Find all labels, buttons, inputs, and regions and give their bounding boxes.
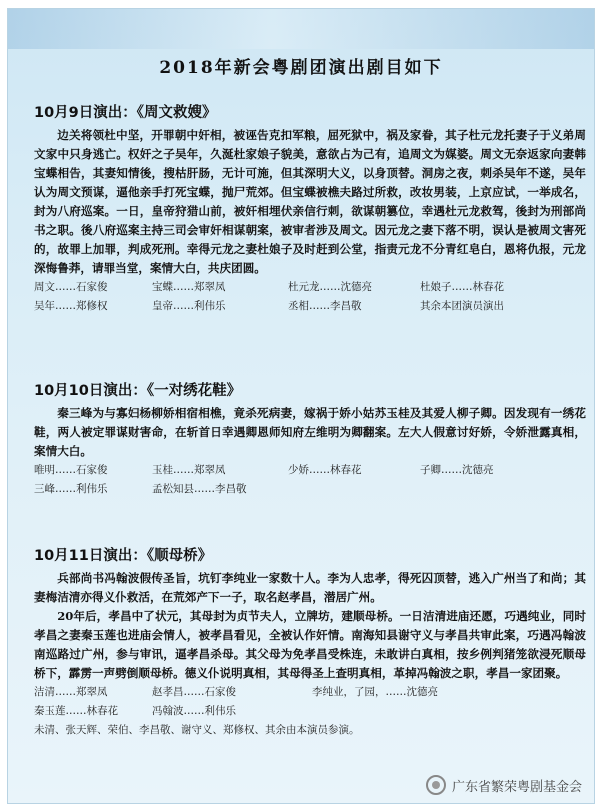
cast-entry: 秦玉莲……林春花 (34, 705, 118, 717)
section-heading: 10月10日演出：《一对绣花鞋》 (34, 383, 242, 399)
cast-entry: 吴年……郑修权 (34, 300, 108, 312)
synopsis-paragraph: 秦三峰为与寡妇杨柳娇相宿相樵，竟杀死病妻，嫁祸于娇小姑苏玉桂及其爱人柳子卿。因发现有一绣花鞋，两人被定罪谋财害命，在斩首日幸遇卿恩师知府左维明为卿翻案。左大人假意讨好娇，令娇泄露真相，案情大白。 (34, 406, 586, 458)
decorative-banner (8, 9, 594, 49)
cast-entry: 子卿……沈德亮 (420, 464, 494, 476)
cast-list (34, 461, 586, 499)
footer-account-name: 广东省繁荣粤剧基金会 (451, 779, 582, 795)
cast-list (34, 278, 586, 316)
section-oct-10 (34, 379, 586, 499)
synopsis-paragraph: 20年后，孝昌中了状元，其母封为贞节夫人，立牌坊，建顺母桥。一日洁清进庙还愿，巧遇纯业，同时孝昌之妻秦玉莲也进庙会情人，被孝昌看见，全被认作奸情。南海知县谢守义与孝昌共审此案，巧遇冯翰波南巡路过广州，参与审讯，逼孝昌杀母。其父母为免孝昌受株连，未敢讲白真相，按乡例判猪笼欲浸死顺母桥下，霹雳一声劈倒顺母桥。德义仆说明真相，其母得圣上查明真相，革掉冯翰波之职，孝昌一家团聚。 (34, 609, 586, 680)
cast-entry: 洁清……郑翠凤 (34, 686, 108, 698)
cast-entry: 少娇……林春花 (288, 464, 362, 476)
cast-entry: 杜娘子……林春花 (420, 281, 504, 293)
cast-entry: 杜元龙……沈德亮 (288, 281, 372, 293)
cast-entry: 冯翰波……利伟乐 (152, 705, 236, 717)
poster-frame (7, 8, 595, 804)
footer-watermark (426, 775, 582, 795)
cast-entry: 丞相……李昌敬 (288, 300, 362, 312)
section-oct-9 (34, 101, 586, 316)
cast-list (34, 683, 586, 740)
cast-entry: 皇帝……利伟乐 (152, 300, 226, 312)
cast-entry: 李纯业，了园，……沈德亮 (312, 686, 438, 698)
cast-entry: 赵孝昌……石家俊 (152, 686, 236, 698)
cast-entry: 三峰……利伟乐 (34, 483, 108, 495)
page-title: 2018年新会粤剧团演出剧目如下 (159, 58, 443, 78)
cast-entry: 唯明……石家俊 (34, 464, 108, 476)
cast-entry: 周文……石家俊 (34, 281, 108, 293)
wechat-official-account-icon (426, 775, 446, 795)
synopsis-paragraph: 边关将领杜中坚，开罪朝中奸相，被诬告克扣军粮，屈死狱中，祸及家眷，其子杜元龙托妻子于义弟周文家中只身逃亡。权奸之子吴年，久涎杜家娘子貌美，意欲占为己有，追周文为媒婆。周文无奈返家向妻韩宝蝶相告，其妻知情後，搜枯肝肠，无计可施，但其深明大义，以身顶替。洞房之夜，刺杀吴年不遂，吴年认为周文预谋，逼他亲手打死宝蝶，抛尸荒郊。但宝蝶被樵夫路过所救，改妆男装，上京应试，一举成名，封为八府巡案。一日，皇帝狩猎山前，被奸相埋伏亲信行刺，欲谋朝篡位，幸遇杜元龙救驾，後封为刑部尚书之职。後八府巡案主持三司会审奸相谋朝案，被审者涉及周文。因元龙之妻下落不明，误认是被周文害死的，故罪上加罪，判成死刑。幸得元龙之妻杜娘子及时赶到公堂，指责元龙不分青红皂白，恩将仇报，元龙深悔鲁莽，请罪当堂，案情大白，共庆团圆。 (34, 128, 586, 275)
section-heading: 10月11日演出：《顺母桥》 (34, 548, 213, 564)
cast-entry: 宝蝶……郑翠凤 (152, 281, 226, 293)
cast-entry: 未清、张天辉、荣伯、李昌敬、谢守义、郑修权、其余由本演员参演。 (34, 724, 360, 736)
section-oct-11 (34, 544, 586, 740)
cast-entry: 孟松知县……李昌敬 (152, 483, 247, 495)
section-heading: 10月9日演出：《周文救嫂》 (34, 105, 217, 121)
cast-entry: 其余本团演员演出 (420, 300, 504, 312)
cast-entry: 玉桂……郑翠凤 (152, 464, 226, 476)
synopsis-paragraph: 兵部尚书冯翰波假传圣旨，坑钉李纯业一家数十人。李为人忠孝，得死囚顶替，逃入广州当了和尚；其妻梅洁清亦得义仆救活，在荒郊产下一子，取名赵孝昌，潜居广州。 (34, 571, 586, 604)
